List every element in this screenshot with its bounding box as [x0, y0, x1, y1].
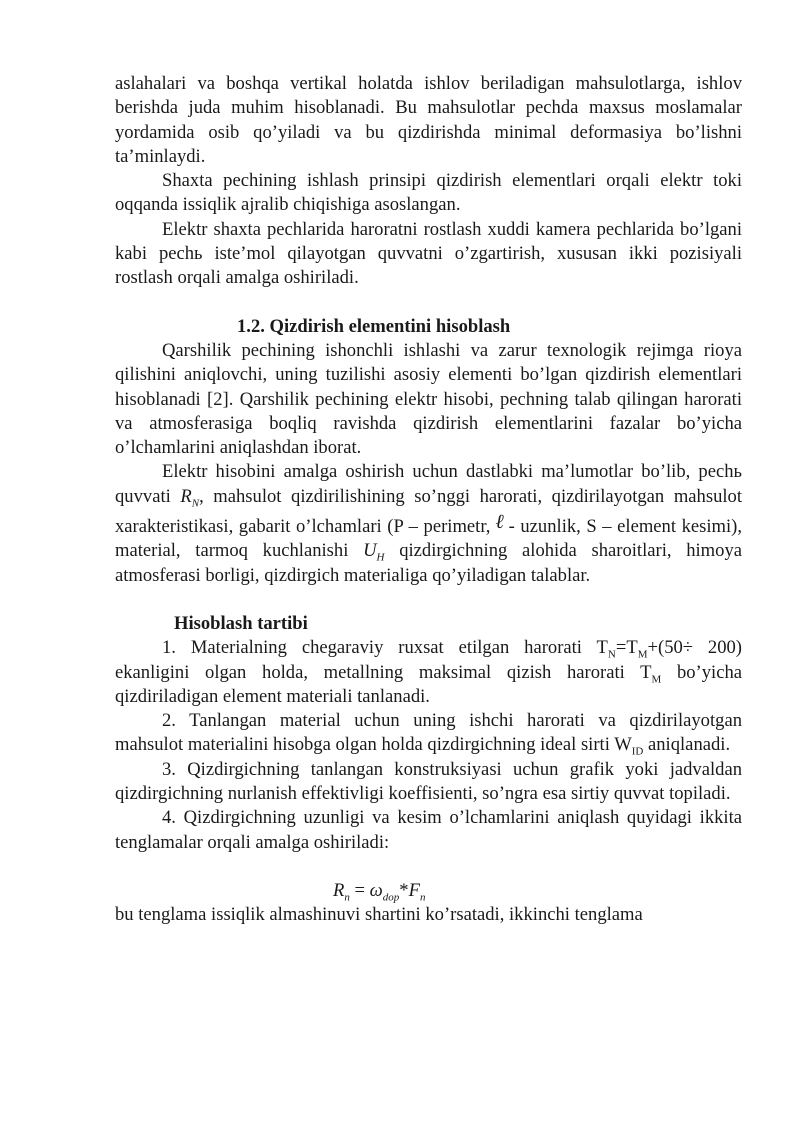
- paragraph-intro: aslahalari va boshqa vertikal holatda ishlov beriladigan mahsulotlarga, ishlov berishda juda muhim hisoblanadi. Bu mahsulotlar pechda maxsus moslamalar yordamida osib qo’yiladi va bu qizdirishda minimal deformasiya bo’lishni ta’minlaydi.: [115, 73, 742, 167]
- subsection-heading: Hisoblash tartibi: [174, 612, 308, 634]
- uh-symbol: $U_H$: [363, 540, 385, 565]
- list-item-2: 2. Tanlangan material uchun uning ishchi harorati va qizdirilayotgan mahsulot materialini hisobga olgan holda qizdirgichning ideal sirti $W_{ID}$ aniqlanadi.: [115, 710, 742, 759]
- section-heading: 1.2. Qizdirish elementini hisoblash: [237, 315, 511, 337]
- list-item-3: 3. Qizdirgichning tanlangan konstruksiyasi uchun grafik yoki jadvaldan qizdirgichning nurlanish effektivligi koeffisienti, so’ngra esa sirtiy quvvat topiladi.: [115, 758, 742, 805]
- document-page: [115, 72, 742, 928]
- length-symbol: ℓ: [494, 509, 505, 534]
- paragraph-temperature-control: Elektr shaxta pechlarida haroratni rostlash xuddi kamera pechlarida bo’lgani kabi pechь iste’mol qilayotgan quvvatni o’zgartirish, xususan ikki pozisiyali rostlash orqali amalga oshiriladi.: [115, 218, 742, 289]
- paragraph-resistance-furnace: Qarshilik pechining ishonchli ishlashi va zarur texnologik rejimga rioya qilishini aniqlovchi, uning tuzilishi asosiy elementi bo’lgan qizdirish elementlari hisoblanadi [2]. Qarshilik pechining elektr hisobi, pechning talab qilingan harorati va atmosferasiga boqliq ravishda qizdirish elementlarini fazalar bo’yicha o’lchamlarini aniqlashdan iborat.: [115, 339, 742, 459]
- paragraph-initial-data: Elektr hisobini amalga oshirish uchun dastlabki ma’lumotlar bo’lib, pechь quvvati $R_N$, mahsulot qizdirilishining so’nggi harorati, qizdirilayotgan mahsulot xarakteristikasi, gabarit o’lchamlari (P – perimetr, ℓ - uzunlik, S – element kesimi), material, tarmoq kuchlanishi $U_H$ qizdirgichning alohida sharoitlari, himoya atmosferasi borligi, qizdirgich materialiga qo’yiladigan talablar.: [115, 461, 742, 586]
- rn-symbol: $R_N$: [180, 485, 200, 510]
- paragraph-continuation: bu tenglama issiqlik almashinuvi shartini ko’rsatadi, ikkinchi tenglama: [115, 904, 643, 926]
- list-item-4: 4. Qizdirgichning uzunligi va kesim o’lchamlarini aniqlash quyidagi ikkita tenglamalar orqali amalga oshiriladi:: [115, 807, 742, 853]
- paragraph-shaft-principle: Shaxta pechining ishlash prinsipi qizdirish elementlari orqali elektr toki oqqanda issiqlik ajralib chiqishiga asoslangan.: [115, 170, 742, 216]
- list-item-1: 1. Materialning chegaraviy ruxsat etilgan harorati $T_N=T_M+(50\div 200)$ ekanligini olgan holda, metallning maksimal qizish harorati $T_M$ bo’yicha qizdiriladigan element materiali tanlanadi.: [115, 637, 743, 707]
- equation: $R_n = \omega_{dop}*F_n$: [333, 879, 426, 904]
